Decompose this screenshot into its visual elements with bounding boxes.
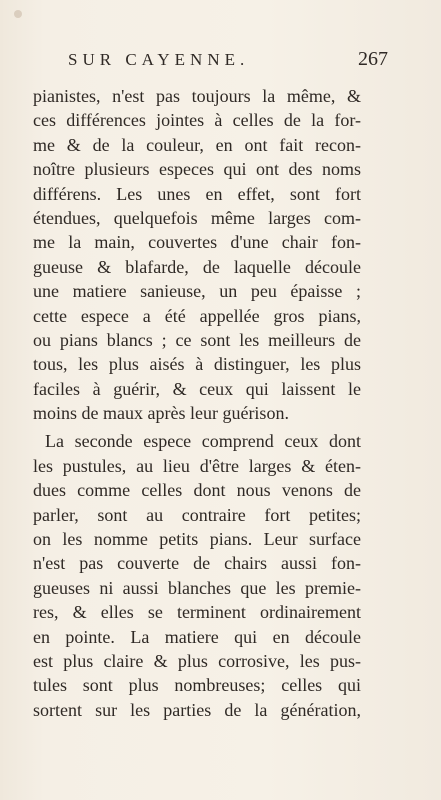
text-line: dues comme celles dont nous venons de bbox=[33, 480, 361, 501]
text-line: La seconde espece comprend ceux dont bbox=[45, 431, 361, 452]
text-line: me & de la couleur, en ont fait recon- bbox=[33, 134, 361, 155]
text-line: gueuse & blafarde, de laquelle découle bbox=[33, 256, 361, 277]
text-line: en pointe. La matiere qui en découle bbox=[33, 626, 361, 647]
text-line: ou pians blancs ; ce sont les meilleurs de bbox=[33, 329, 361, 350]
text-line: faciles à guérir, & ceux qui laissent le bbox=[33, 378, 361, 399]
paragraph-1 bbox=[33, 84, 361, 425]
text-line: res, & elles se terminent ordinairement bbox=[33, 602, 361, 623]
text-line: on les nomme petits pians. Leur surface bbox=[33, 529, 361, 550]
body-text bbox=[33, 84, 361, 722]
text-line: tules sont plus nombreuses; celles qui bbox=[33, 675, 361, 696]
text-line: une matiere sanieuse, un peu épaisse ; bbox=[33, 281, 361, 302]
text-line: ces différences jointes à celles de la for- bbox=[33, 110, 361, 131]
text-line: tous, les plus aisés à distinguer, les plus bbox=[33, 354, 361, 375]
text-line: étendues, quelquefois même larges com- bbox=[33, 207, 361, 228]
paper-stain bbox=[14, 10, 22, 18]
text-line: gueuses ni aussi blanches que les premie- bbox=[33, 577, 361, 598]
text-line: moins de maux après leur guérison. bbox=[33, 403, 289, 424]
text-line: est plus claire & plus corrosive, les pus- bbox=[33, 650, 361, 671]
text-line: me la main, couvertes d'une chair fon- bbox=[33, 232, 361, 253]
text-line: les pustules, au lieu d'être larges & éten- bbox=[33, 455, 361, 476]
page-header bbox=[58, 50, 388, 74]
running-head: SUR CAYENNE. bbox=[68, 50, 250, 69]
text-line: sortent sur les parties de la génération, bbox=[33, 699, 361, 720]
page-number: 267 bbox=[358, 48, 388, 70]
text-line: pianistes, n'est pas toujours la même, & bbox=[33, 86, 361, 106]
text-line: parler, sont au contraire fort petites; bbox=[33, 504, 361, 525]
text-line: cette espece a été appellée gros pians, bbox=[33, 305, 361, 326]
text-line: n'est pas couverte de chairs aussi fon- bbox=[33, 553, 361, 574]
text-line: noître plusieurs especes qui ont des noms bbox=[33, 159, 361, 180]
text-line: différens. Les unes en effet, sont fort bbox=[33, 183, 361, 204]
paragraph-2 bbox=[33, 429, 361, 722]
